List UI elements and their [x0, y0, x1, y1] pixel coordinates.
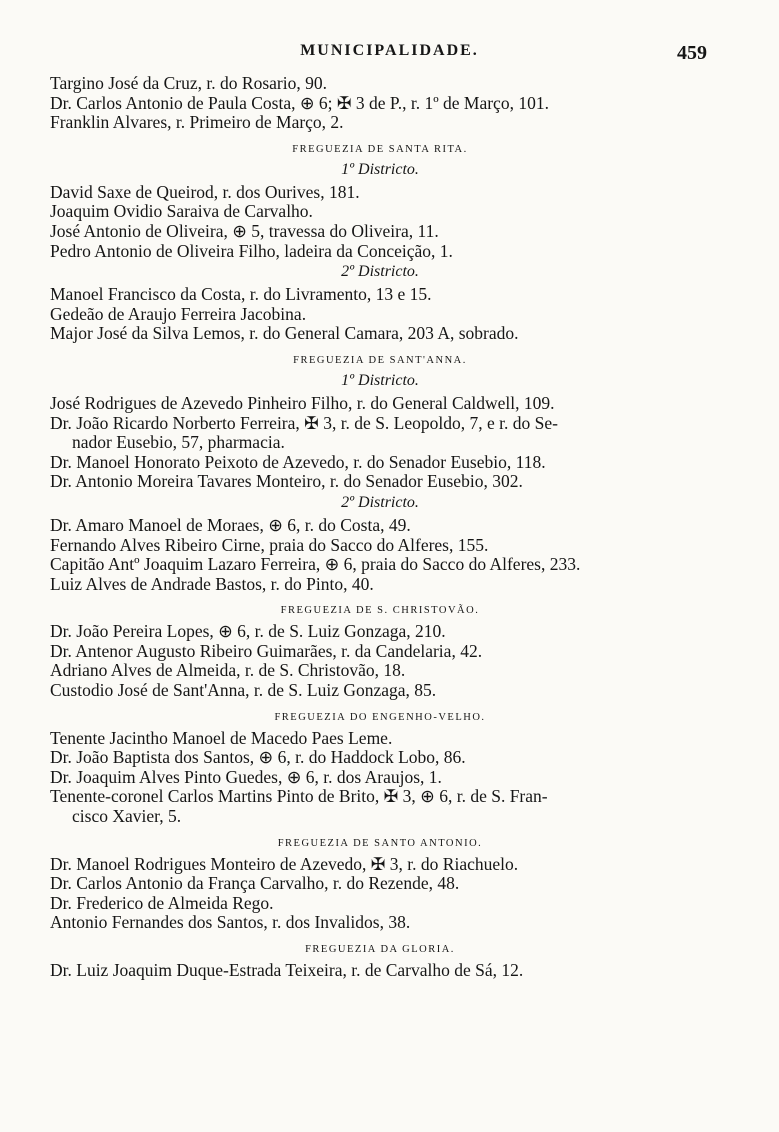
entry-line: Dr. Antenor Augusto Ribeiro Guimarães, r. da Candelaria, 42. — [50, 640, 483, 661]
entry-line: Tenente Jacintho Manoel de Macedo Paes Leme. — [50, 727, 393, 748]
entry-line-continuation: nador Eusebio, 57, pharmacia. — [72, 432, 285, 453]
entry-line: Dr. Carlos Antonio de Paula Costa, ⊕ 6; ✠ 3 de P., r. 1º de Março, 101. — [50, 92, 549, 113]
parish-heading: FREGUEZIA DE SANTO ANTONIO. — [277, 837, 483, 849]
parish-heading: FREGUEZIA DE SANT'ANNA. — [293, 354, 467, 366]
page-header — [0, 42, 779, 66]
entry-line: Major José da Silva Lemos, r. do General Camara, 203 A, sobrado. — [50, 323, 519, 344]
entry-line: Dr. Amaro Manoel de Moraes, ⊕ 6, r. do Costa, 49. — [50, 514, 411, 535]
entry-line: José Rodrigues de Azevedo Pinheiro Filho, r. do General Caldwell, 109. — [50, 392, 555, 413]
entry-line: Joaquim Ovidio Saraiva de Carvalho. — [50, 201, 313, 222]
entry-line: Dr. Joaquim Alves Pinto Guedes, ⊕ 6, r. dos Araujos, 1. — [50, 766, 442, 787]
district-title: 1º Districto. — [341, 371, 419, 389]
entry-line: Gedeão de Araujo Ferreira Jacobina. — [50, 303, 307, 324]
parish-heading: FREGUEZIA DO ENGENHO-VELHO. — [274, 711, 486, 723]
parish-heading: FREGUEZIA DE S. CHRISTOVÃO. — [280, 605, 480, 617]
entry-line-continuation: cisco Xavier, 5. — [72, 806, 182, 827]
entry-line: Targino José da Cruz, r. do Rosario, 90. — [50, 73, 327, 93]
entry-line: Capitão Antº Joaquim Lazaro Ferreira, ⊕ 6, praia do Sacco do Alferes, 233. — [50, 554, 581, 575]
entry-line: Franklin Alvares, r. Primeiro de Março, 2. — [50, 112, 344, 133]
entry-line: Fernando Alves Ribeiro Cirne, praia do Sacco do Alferes, 155. — [50, 534, 489, 555]
parish-heading: FREGUEZIA DA GLORIA. — [305, 944, 455, 955]
intro-entries — [50, 74, 710, 133]
entry-line: Adriano Alves de Almeida, r. de S. Christovão, 18. — [50, 660, 406, 681]
entry-line: José Antonio de Oliveira, ⊕ 5, travessa do Oliveira, 11. — [50, 220, 439, 241]
entry-line: Pedro Antonio de Oliveira Filho, ladeira da Conceição, 1. — [50, 240, 453, 261]
entry-line: Dr. João Ricardo Norberto Ferreira, ✠ 3, r. de S. Leopoldo, 7, e r. do Se- — [50, 412, 558, 433]
entry-line: Antonio Fernandes dos Santos, r. dos Invalidos, 38. — [50, 912, 411, 933]
entry-line: Manoel Francisco da Costa, r. do Livramento, 13 e 15. — [50, 284, 432, 305]
entry-line: Dr. João Pereira Lopes, ⊕ 6, r. de S. Luiz Gonzaga, 210. — [50, 621, 446, 642]
entry-line: Dr. João Baptista dos Santos, ⊕ 6, r. do Haddock Lobo, 86. — [50, 747, 466, 768]
entry-line: Dr. Frederico de Almeida Rego. — [50, 892, 274, 913]
directory-content — [50, 74, 710, 981]
district-title: 1º Districto. — [341, 160, 419, 178]
entry-line: Dr. Carlos Antonio da França Carvalho, r. do Rezende, 48. — [50, 873, 460, 894]
running-title: MUNICIPALIDADE. — [300, 42, 479, 59]
parish-heading: FREGUEZIA DE SANTA RITA. — [292, 143, 468, 155]
entry-line: David Saxe de Queirod, r. dos Ourives, 181. — [50, 181, 360, 202]
entry-line: Dr. Antonio Moreira Tavares Monteiro, r. do Senador Eusebio, 302. — [50, 471, 523, 492]
entry-line: Custodio José de Sant'Anna, r. de S. Luiz Gonzaga, 85. — [50, 680, 437, 701]
entry-line: Dr. Manoel Honorato Peixoto de Azevedo, r. do Senador Eusebio, 118. — [50, 451, 546, 472]
entry-line: Tenente-coronel Carlos Martins Pinto de Brito, ✠ 3, ⊕ 6, r. de S. Fran- — [50, 786, 548, 807]
district-title: 2º Districto. — [341, 263, 419, 281]
page-number: 459 — [677, 42, 707, 64]
entry-line: Luiz Alves de Andrade Bastos, r. do Pinto, 40. — [50, 573, 374, 594]
entry-line: Dr. Manoel Rodrigues Monteiro de Azevedo, ✠ 3, r. do Riachuelo. — [50, 853, 519, 874]
district-title: 2º Districto. — [341, 493, 419, 511]
entry-line: Dr. Luiz Joaquim Duque-Estrada Teixeira, r. de Carvalho de Sá, 12. — [50, 960, 524, 980]
